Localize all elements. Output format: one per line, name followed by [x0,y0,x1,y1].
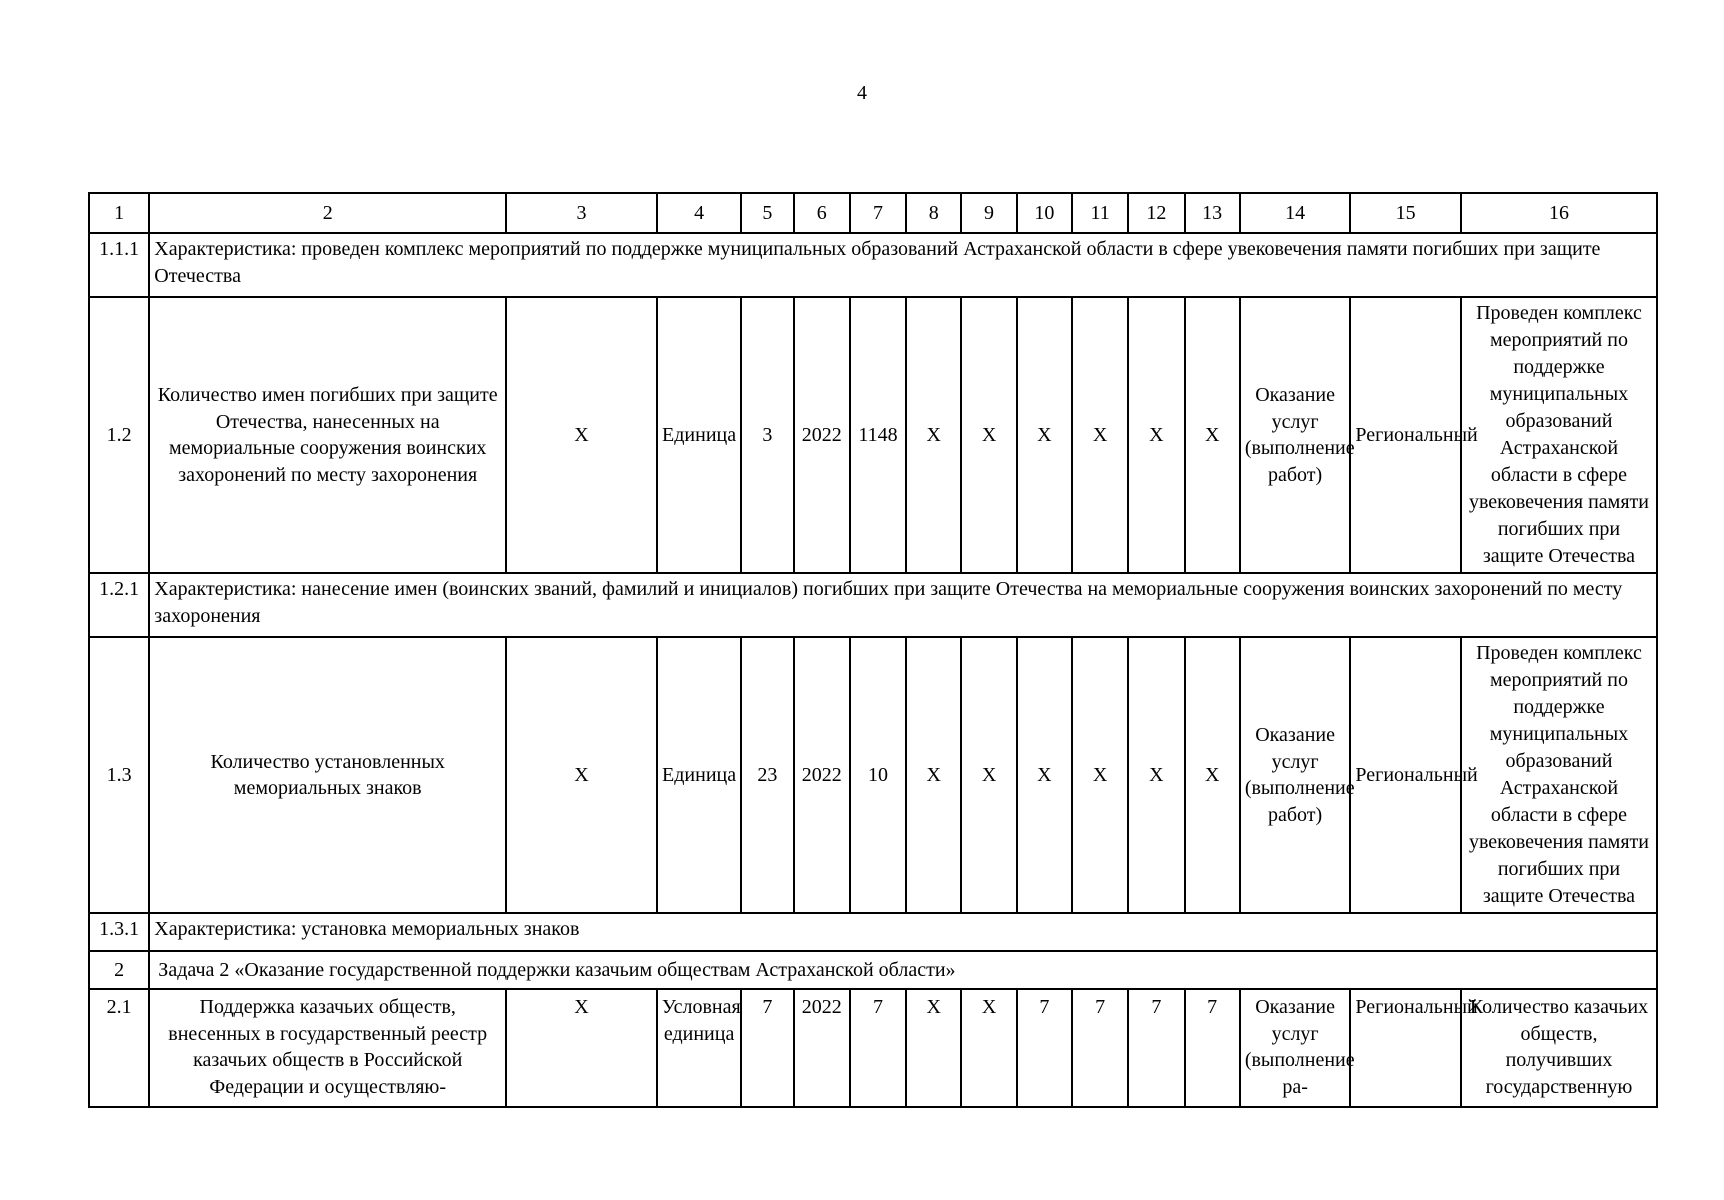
cell-value: 7 [1185,989,1240,1107]
cell-unit: Единица [657,637,741,913]
cell-level-type: Региональный [1350,637,1461,913]
cell-result: Проведен комплекс мероприятий по поддержке муниципальных образований Астраханской области в сфере увековечения памяти погибших при защите Отечества [1461,297,1657,573]
indicator-name: Поддержка казачьих обществ, внесенных в государственный реестр казачьих обществ в Российской Федерации и осуществляю- [149,989,506,1107]
header-cell: 7 [850,193,906,233]
indicator-row [89,989,1657,1107]
header-cell: 4 [657,193,741,233]
cell-indicator-type: Оказание услуг (выполнение работ) [1240,637,1351,913]
characteristic-row [89,573,1657,637]
characteristic-row [89,913,1657,951]
cell-value: X [1128,637,1184,913]
cell-value: X [906,637,961,913]
header-cell: 15 [1350,193,1461,233]
cell-unit: Единица [657,297,741,573]
cell-level: X [506,989,657,1107]
header-row [89,193,1657,233]
header-cell: 12 [1128,193,1184,233]
cell-value: X [1128,297,1184,573]
row-number: 2 [89,951,149,989]
cell-level: X [506,297,657,573]
cell-value: X [1072,637,1128,913]
characteristic-text: Характеристика: установка мемориальных знаков [149,913,1657,951]
indicator-name: Количество установленных мемориальных знаков [149,637,506,913]
cell-value: 10 [850,637,906,913]
page-number: 4 [857,82,867,104]
row-number: 1.2.1 [89,573,149,637]
cell-value: 7 [1017,989,1072,1107]
cell-result: Количество казачьих обществ, получивших государственную [1461,989,1657,1107]
cell-base-value: 7 [741,989,793,1107]
row-number: 1.3 [89,637,149,913]
cell-value: X [1185,637,1240,913]
row-number: 1.1.1 [89,233,149,297]
cell-result: Проведен комплекс мероприятий по поддержке муниципальных образований Астраханской области в сфере увековечения памяти погибших при защите Отечества [1461,637,1657,913]
header-cell: 8 [906,193,961,233]
cell-base-year: 2022 [794,637,850,913]
cell-value: 1148 [850,297,906,573]
characteristic-row [89,233,1657,297]
row-number: 1.3.1 [89,913,149,951]
cell-level-type: Региональный [1350,989,1461,1107]
header-cell: 11 [1072,193,1128,233]
cell-value: X [1185,297,1240,573]
cell-value: X [961,297,1016,573]
header-cell: 2 [149,193,506,233]
cell-value: 7 [1128,989,1184,1107]
cell-unit: Условная единица [657,989,741,1107]
header-cell: 5 [741,193,793,233]
indicator-row [89,637,1657,913]
cell-value: 7 [1072,989,1128,1107]
cell-value: X [1017,637,1072,913]
row-number: 1.2 [89,297,149,573]
header-cell: 16 [1461,193,1657,233]
header-cell: 3 [506,193,657,233]
header-cell: 13 [1185,193,1240,233]
cell-base-value: 23 [741,637,793,913]
cell-base-year: 2022 [794,297,850,573]
cell-value: X [906,297,961,573]
cell-value: X [906,989,961,1107]
cell-value: X [1017,297,1072,573]
task-text: Задача 2 «Оказание государственной поддержки казачьим обществам Астраханской области» [149,951,1657,989]
cell-indicator-type: Оказание услуг (выполнение ра- [1240,989,1351,1107]
indicator-row [89,297,1657,573]
cell-indicator-type: Оказание услуг (выполнение работ) [1240,297,1351,573]
header-cell: 10 [1017,193,1072,233]
cell-value: X [961,989,1016,1107]
cell-value: X [1072,297,1128,573]
cell-base-year: 2022 [794,989,850,1107]
header-cell: 9 [961,193,1016,233]
header-cell: 14 [1240,193,1351,233]
cell-value: X [961,637,1016,913]
characteristic-text: Характеристика: нанесение имен (воинских званий, фамилий и инициалов) погибших при защите Отечества на мемориальные сооружения воинских захоронений по месту захоронения [149,573,1657,637]
task-row [89,951,1657,989]
row-number: 2.1 [89,989,149,1107]
characteristic-text: Характеристика: проведен комплекс мероприятий по поддержке муниципальных образований Астраханской области в сфере увековечения памяти погибших при защите Отечества [149,233,1657,297]
cell-level-type: Региональный [1350,297,1461,573]
header-cell: 6 [794,193,850,233]
cell-value: 7 [850,989,906,1107]
cell-base-value: 3 [741,297,793,573]
cell-level: X [506,637,657,913]
header-cell: 1 [89,193,149,233]
indicators-table [88,192,1658,1108]
indicator-name: Количество имен погибших при защите Отечества, нанесенных на мемориальные сооружения воинских захоронений по месту захоронения [149,297,506,573]
